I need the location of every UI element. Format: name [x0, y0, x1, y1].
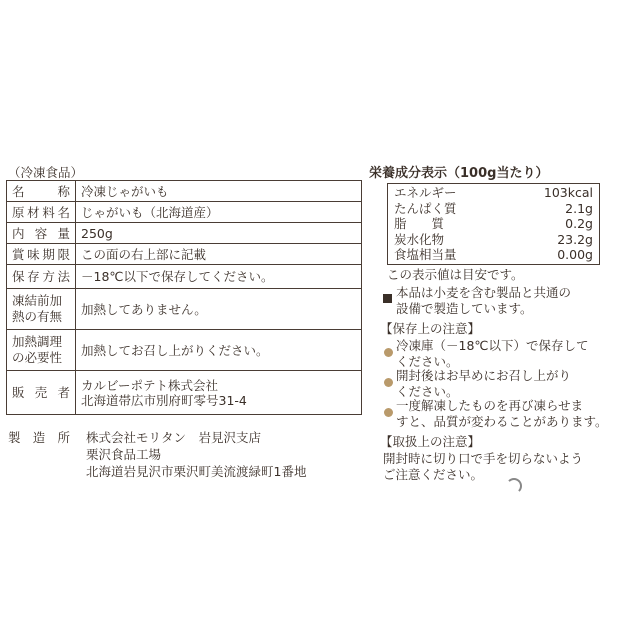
product-info-table	[6, 180, 362, 415]
manufacturer-factory: 栗沢食品工場	[86, 447, 162, 462]
storage-item-1-line1: 冷凍庫（－18℃以下）で保存して	[396, 338, 589, 353]
row-value-cooking-needed: 加熱してお召し上がりください。	[76, 330, 362, 371]
nutrition-row	[394, 247, 593, 263]
bullet-icon	[384, 372, 393, 391]
table-row	[7, 223, 362, 244]
handling-line1: 開封時に切り口で手を切らないよう	[383, 451, 584, 466]
nutrient-name: エネルギー	[394, 185, 457, 200]
nutrition-row	[394, 185, 593, 201]
nutrient-name: 食塩相当量	[394, 247, 457, 262]
row-key-ingredients: 原材料名	[7, 202, 76, 223]
allergen-line2: 設備で製造しています。	[396, 301, 533, 316]
label-category-caption: （冷凍食品）	[8, 165, 84, 180]
storage-item-1-line2: ください。	[396, 354, 459, 369]
row-key-preheated	[7, 289, 76, 330]
nutrition-row	[394, 232, 593, 248]
row-key-cooking-line2: の必要性	[12, 350, 63, 365]
row-value-preheated: 加熱してありません。	[76, 289, 362, 330]
estimate-note: この表示値は目安です。	[387, 267, 524, 282]
row-key-cooking-needed	[7, 330, 76, 371]
handling-heading: 【取扱上の注意】	[380, 434, 481, 449]
manufacturer-address: 北海道岩見沢市栗沢町美流渡緑町1番地	[86, 464, 307, 479]
table-row	[7, 181, 362, 202]
row-value-storage: －18℃以下で保存してください。	[76, 265, 362, 289]
nutrient-name: たんぱく質	[394, 200, 457, 216]
table-row	[7, 371, 362, 415]
handling-line2: ご注意ください。	[383, 467, 484, 482]
storage-item-3-line2: すと、品質が変わることがあります。	[396, 414, 608, 429]
row-value-name: 冷凍じゃがいも	[76, 181, 362, 202]
nutrient-value: 0.2g	[565, 216, 593, 231]
row-key-best-before: 賞味期限	[7, 244, 76, 265]
storage-item-2-line2: ください。	[396, 384, 459, 399]
row-key-volume: 内容量	[7, 223, 76, 244]
row-key-preheated-line2: 熱の有無	[12, 309, 63, 324]
table-row	[7, 265, 362, 289]
storage-heading: 【保存上の注意】	[380, 321, 481, 336]
row-key-preheated-line1: 凍結前加	[12, 293, 63, 308]
nutrient-value: 2.1g	[565, 200, 593, 216]
partial-ring-mark-icon	[506, 478, 522, 494]
row-value-seller	[76, 371, 362, 415]
row-value-best-before: この面の右上部に記載	[76, 244, 362, 265]
nutrient-value: 0.00g	[557, 247, 593, 262]
nutrient-name: 脂 質	[394, 216, 445, 231]
nutrition-title: 栄養成分表示（100g当たり）	[369, 166, 549, 181]
manufacturer-company: 株式会社モリタン 岩見沢支店	[86, 430, 262, 445]
allergen-square-icon	[383, 288, 392, 307]
storage-item-2-line1: 開封後はお早めにお召し上がり	[396, 368, 572, 383]
bullet-icon	[384, 402, 393, 421]
row-value-volume: 250g	[76, 223, 362, 244]
table-row	[7, 289, 362, 330]
row-key-name: 名称	[7, 181, 76, 202]
row-value-ingredients: じゃがいも（北海道産）	[76, 202, 362, 223]
table-row	[7, 330, 362, 371]
seller-address: 北海道帯広市別府町零号31-4	[81, 392, 247, 408]
allergen-line1: 本品は小麦を含む製品と共通の	[396, 285, 572, 300]
nutrient-value: 103kcal	[543, 185, 593, 200]
nutrition-table	[387, 183, 600, 265]
nutrition-row	[394, 216, 593, 232]
nutrient-name: 炭水化物	[394, 231, 445, 247]
row-key-storage: 保存方法	[7, 265, 76, 289]
bullet-icon	[384, 342, 393, 361]
seller-name: カルビーポテト株式会社	[81, 377, 219, 393]
nutrient-value: 23.2g	[557, 231, 593, 247]
manufacturer-key: 製造所	[8, 430, 70, 445]
manufacturer-lines	[86, 429, 306, 480]
row-key-seller: 販売者	[7, 371, 76, 415]
table-row	[7, 202, 362, 223]
storage-item-3-line1: 一度解凍したものを再び凍らせま	[396, 398, 584, 413]
nutrition-row	[394, 201, 593, 217]
row-key-cooking-line1: 加熱調理	[12, 334, 63, 349]
table-row	[7, 244, 362, 265]
